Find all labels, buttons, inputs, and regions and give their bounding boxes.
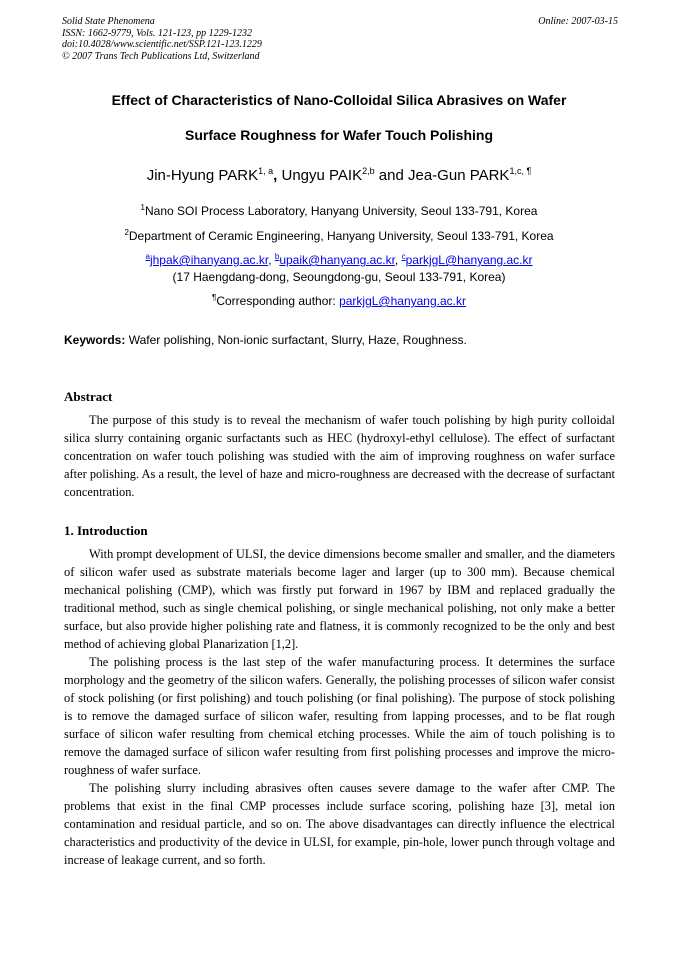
introduction-paragraph-1: With prompt development of ULSI, the device dimensions become smaller and smaller, and the diameters of silicon wafer used as substrate materials become lager and larger (up to 300 mm). Because chemical mechanical polishing (CMP), which was firstly put forward in 1967 by IBM and replaced gradually the traditional method, such as single chemical polishing, or single mechanical polishing, not only make a better surface, but also provide higher polishing rate and flatness, it is commonly recognized to be the only and best method of achieving global Planarization [1,2]. xyxy=(64,547,615,651)
keywords-label: Keywords: xyxy=(64,333,126,347)
affiliation-1-text: Nano SOI Process Laboratory, Hanyang University, Seoul 133-791, Korea xyxy=(145,204,538,218)
author-2: Ungyu PAIK xyxy=(281,167,363,184)
author-2-affil: 2,b xyxy=(362,166,375,176)
corresponding-email-link[interactable]: parkjgL@hanyang.ac.kr xyxy=(339,294,466,308)
paper-title-line-2: Surface Roughness for Wafer Touch Polishing xyxy=(184,127,494,143)
online-date: Online: 2007-03-15 xyxy=(538,16,618,27)
author-3: Jea-Gun PARK xyxy=(408,167,510,184)
email-list: $^a$jhpak@ihanyang.ac.kr, $^b$upaik@hanyang.ac.kr, $^c$parkjgL@hanyang.ac.kr xyxy=(145,252,533,267)
email-a-mark: a xyxy=(145,252,150,261)
author-list xyxy=(40,166,638,184)
affiliation-1 xyxy=(40,203,638,218)
author-3-affil: 1,c, ¶ xyxy=(509,166,532,176)
paper-title-line-1: Effect of Characteristics of Nano-Colloidal Silica Abrasives on Wafer xyxy=(111,92,567,108)
author-1: Jin-Hyung PARK xyxy=(146,167,259,184)
email-c-mark: c xyxy=(401,252,406,261)
corresponding-mark: ¶ xyxy=(212,293,217,302)
author-1-affil: 1, a xyxy=(258,166,274,176)
introduction-paragraph-2: The polishing process is the last step of the wafer manufacturing process. It determines the surface morphology and the geometry of the silicon wafers. Generally, the polishing processes of silicon wafer consist of stock polishing (or first polishing) and touch polishing (or final polishing). The purpose of stock polishing is to remove the damaged surface of silicon wafer, resulting from lapping processes, and to be flat rough surface of silicon wafer resulting from chemical etching processes. While the aim of touch polishing is to remove the damaged surface of silicon wafer resulting from first polishing processes and improve the micro-roughness of wafer surface. xyxy=(64,655,615,777)
email-b-link[interactable]: upaik@hanyang.ac.kr xyxy=(279,253,395,267)
affiliation-1-mark: 1 xyxy=(140,203,145,212)
journal-header xyxy=(62,16,618,62)
keywords-text: Wafer polishing, Non-ionic surfactant, Slurry, Haze, Roughness. xyxy=(125,333,467,347)
abstract-heading: Abstract xyxy=(64,389,113,404)
copyright-line: © 2007 Trans Tech Publications Ltd, Switzerland xyxy=(62,50,260,62)
corresponding-author xyxy=(40,293,638,308)
introduction-paragraph-3: The polishing slurry including abrasives often causes severe damage to the wafer after CMP. The problems that exist in the final CMP processes include surface scoring, polishing haze [3], metal ion contamination and residual particle, and so on. The above disadvantages can directly influence the electrical characteristics and productivity of the device in ULSI, for example, pin-hole, lower punch through voltage and increase of leakage current, and so forth. xyxy=(64,781,615,867)
email-b-mark: b xyxy=(274,252,280,261)
affiliation-2 xyxy=(40,228,638,243)
journal-name: Solid State Phenomena xyxy=(62,16,155,27)
postal-address: (17 Haengdang-dong, Seoungdong-gu, Seoul 133-791, Korea) xyxy=(172,270,506,284)
author-separator: , xyxy=(273,167,282,184)
author-separator: and xyxy=(374,167,408,184)
abstract-text: The purpose of this study is to reveal the mechanism of wafer touch polishing by high purity colloidal silica slurry containing organic surfactants such as HEC (hydroxyl-ethyl cellulose). The effect of surfactant concentration on wafer touch polishing was studied with the aim of improving roughness on wafer surface after polishing. As a result, the level of haze and micro-roughness are decreased with the decrease of surfactant concentration. xyxy=(64,413,615,499)
affiliation-2-text: Department of Ceramic Engineering, Hanyang University, Seoul 133-791, Korea xyxy=(128,229,554,243)
introduction-heading: 1. Introduction xyxy=(64,523,148,538)
doi-line: doi:10.4028/www.scientific.net/SSP.121-123.1229 xyxy=(62,39,262,50)
keywords xyxy=(64,333,467,347)
email-a-link[interactable]: jhpak@ihanyang.ac.kr xyxy=(149,253,269,267)
email-c-link[interactable]: parkjgL@hanyang.ac.kr xyxy=(405,253,533,267)
corresponding-label: Corresponding author: xyxy=(216,294,340,308)
affiliation-2-mark: 2 xyxy=(124,228,129,237)
issn-line: ISSN: 1662-9779, Vols. 121-123, pp 1229-1232 xyxy=(62,27,252,39)
